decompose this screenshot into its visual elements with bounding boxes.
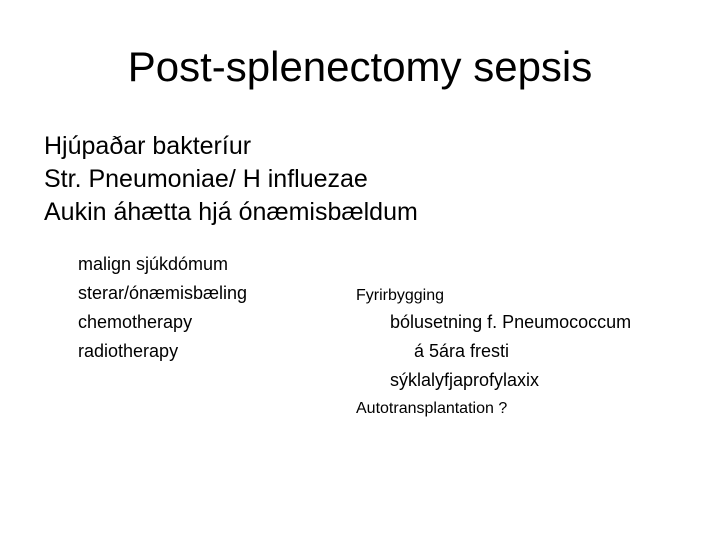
prevention-antibiotic-prophylaxis: sýklalyfjaprofylaxix [390,370,540,390]
sub-point-malignancy: malign sjúkdómum [78,254,229,274]
sub-bullet-list [78,250,247,366]
prevention-vaccination-interval: á 5ára fresti [414,341,510,361]
main-point-encapsulated-bacteria: Hjúpaðar bakteríur [44,132,252,160]
prevention-autotransplantation: Autotransplantation ? [356,400,508,417]
prevention-block [356,284,631,421]
main-point-immunosuppressed-risk: Aukin áhætta hjá ónæmisbældum [44,198,418,226]
slide-title: Post-splenectomy sepsis [127,43,593,90]
prevention-heading: Fyrirbygging [356,287,445,304]
sub-point-steroids: sterar/ónæmisbæling [78,283,248,303]
sub-point-chemotherapy: chemotherapy [78,312,193,332]
main-bullet-list [44,130,418,229]
main-point-pathogens: Str. Pneumoniae/ H influezae [44,165,368,193]
prevention-vaccination: bólusetning f. Pneumococcum [390,312,632,332]
sub-point-radiotherapy: radiotherapy [78,341,179,361]
